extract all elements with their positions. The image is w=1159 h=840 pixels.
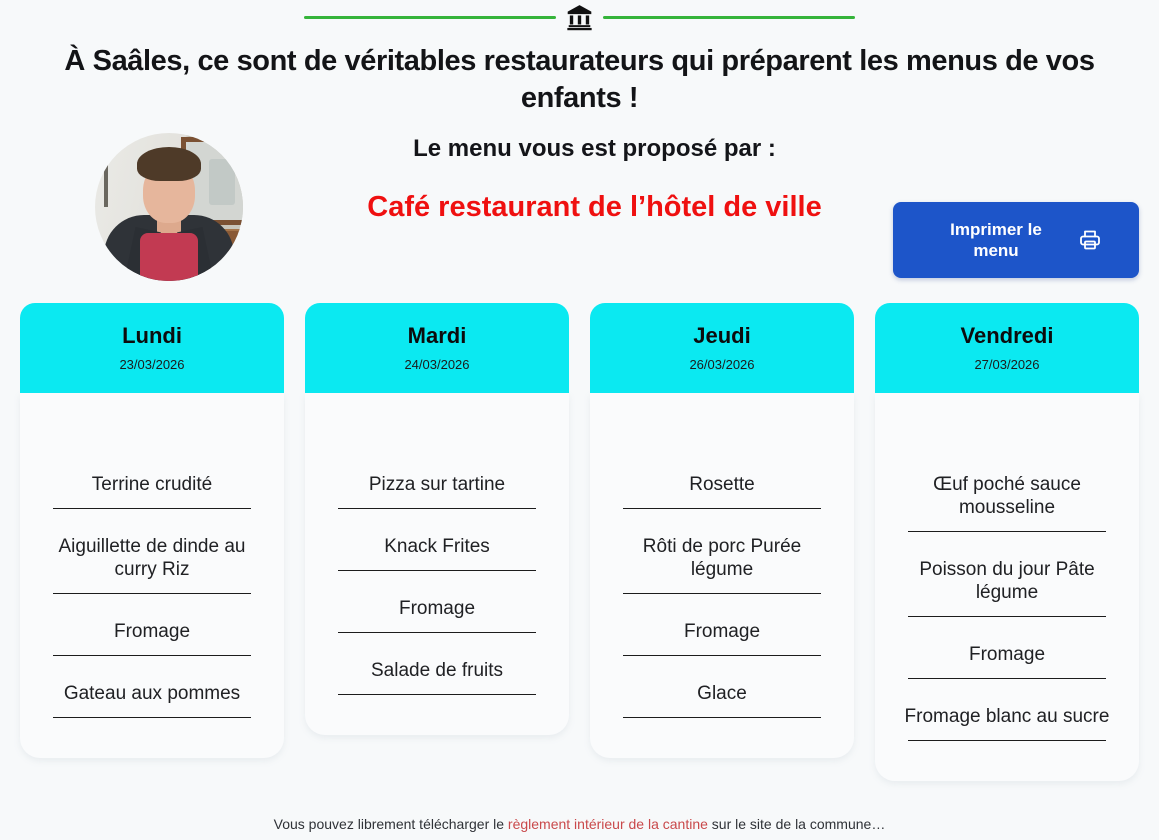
menu-item-text: Fromage: [398, 598, 476, 619]
day-date: 24/03/2026: [404, 357, 470, 372]
menu-item: [903, 643, 1111, 679]
menu-item-underline: [623, 655, 821, 656]
footer-text-before: Vous pouvez librement télécharger le: [273, 816, 508, 832]
menu-item: [48, 535, 256, 594]
day-card-vendredi: [875, 303, 1139, 781]
menu-item: [618, 682, 826, 718]
menu-item: [903, 705, 1111, 741]
restaurant-name: Café restaurant de l’hôtel de ville: [367, 191, 822, 223]
menu-item-underline: [908, 678, 1106, 679]
bank-icon: [566, 4, 593, 31]
day-menu-list: [305, 393, 569, 735]
menu-item: [333, 597, 541, 633]
menu-item-underline: [338, 694, 536, 695]
day-menu-list: [590, 393, 854, 758]
menu-item-text: Fromage blanc au sucre: [904, 706, 1110, 727]
day-header: [20, 303, 284, 393]
footer-text-after: sur le site de la commune…: [707, 816, 886, 832]
photo-person: [140, 233, 198, 281]
menu-item-text: Fromage: [968, 644, 1046, 665]
menu-item: [618, 473, 826, 509]
day-name: Jeudi: [693, 323, 751, 348]
menu-item-text: Fromage: [683, 621, 761, 642]
menu-item-underline: [53, 508, 251, 509]
day-date: 27/03/2026: [974, 357, 1040, 372]
day-menu-list: [875, 393, 1139, 781]
menu-item-underline: [908, 740, 1106, 741]
menu-item: [48, 620, 256, 656]
menu-item: [333, 473, 541, 509]
day-date: 26/03/2026: [689, 357, 755, 372]
menu-item: [903, 558, 1111, 617]
menu-item: [48, 473, 256, 509]
day-card-lundi: [20, 303, 284, 758]
top-divider: [0, 4, 1159, 31]
divider-line-right: [603, 16, 855, 19]
day-card-jeudi: [590, 303, 854, 758]
print-menu-button[interactable]: [893, 202, 1139, 278]
menu-item-text: Œuf poché sauce mousseline: [933, 474, 1081, 518]
day-header: [875, 303, 1139, 393]
menu-item-underline: [338, 508, 536, 509]
menu-item-underline: [53, 593, 251, 594]
footer-note: [0, 816, 1159, 832]
menu-item: [903, 473, 1111, 532]
menu-item: [333, 659, 541, 695]
menu-item-text: Gateau aux pommes: [63, 683, 241, 704]
menu-item-underline: [908, 531, 1106, 532]
menu-item-text: Aiguillette de dinde au curry Riz: [58, 536, 246, 580]
menu-item-underline: [623, 593, 821, 594]
reglement-cantine-link[interactable]: règlement intérieur de la cantine: [507, 816, 708, 832]
day-date: 23/03/2026: [119, 357, 185, 372]
menu-item: [618, 620, 826, 656]
menu-item-underline: [53, 655, 251, 656]
menu-item-text: Fromage: [113, 621, 191, 642]
menu-item: [333, 535, 541, 571]
page-title: À Saâles, ce sont de véritables restaurateurs qui préparent les menus de vos enfants !: [64, 45, 1095, 114]
day-name: Mardi: [407, 323, 467, 348]
day-name: Vendredi: [960, 323, 1054, 348]
menu-item-text: Rôti de porc Purée légume: [642, 536, 802, 580]
menu-item-text: Glace: [697, 683, 747, 704]
menu-item-underline: [338, 570, 536, 571]
printer-icon: [1078, 228, 1102, 252]
divider-line-left: [304, 16, 556, 19]
menu-item: [48, 682, 256, 718]
day-header: [305, 303, 569, 393]
week-menu-cards: [0, 303, 1159, 781]
intro-section: [0, 133, 1159, 285]
day-card-mardi: [305, 303, 569, 735]
menu-item-text: Pizza sur tartine: [368, 474, 506, 495]
proposed-by-label: Le menu vous est proposé par :: [413, 135, 776, 162]
menu-item-text: Terrine crudité: [91, 474, 213, 495]
print-button-label: Imprimer le menu: [950, 220, 1042, 260]
menu-item-underline: [623, 717, 821, 718]
menu-item-underline: [53, 717, 251, 718]
menu-item-underline: [623, 508, 821, 509]
day-name: Lundi: [122, 323, 182, 348]
day-header: [590, 303, 854, 393]
menu-item-underline: [338, 632, 536, 633]
menu-item-text: Rosette: [689, 474, 755, 495]
menu-item-text: Poisson du jour Pâte légume: [919, 559, 1095, 603]
menu-item-underline: [908, 616, 1106, 617]
day-menu-list: [20, 393, 284, 758]
menu-item: [618, 535, 826, 594]
menu-item-text: Salade de fruits: [370, 660, 504, 681]
menu-item-text: Knack Frites: [384, 536, 490, 557]
